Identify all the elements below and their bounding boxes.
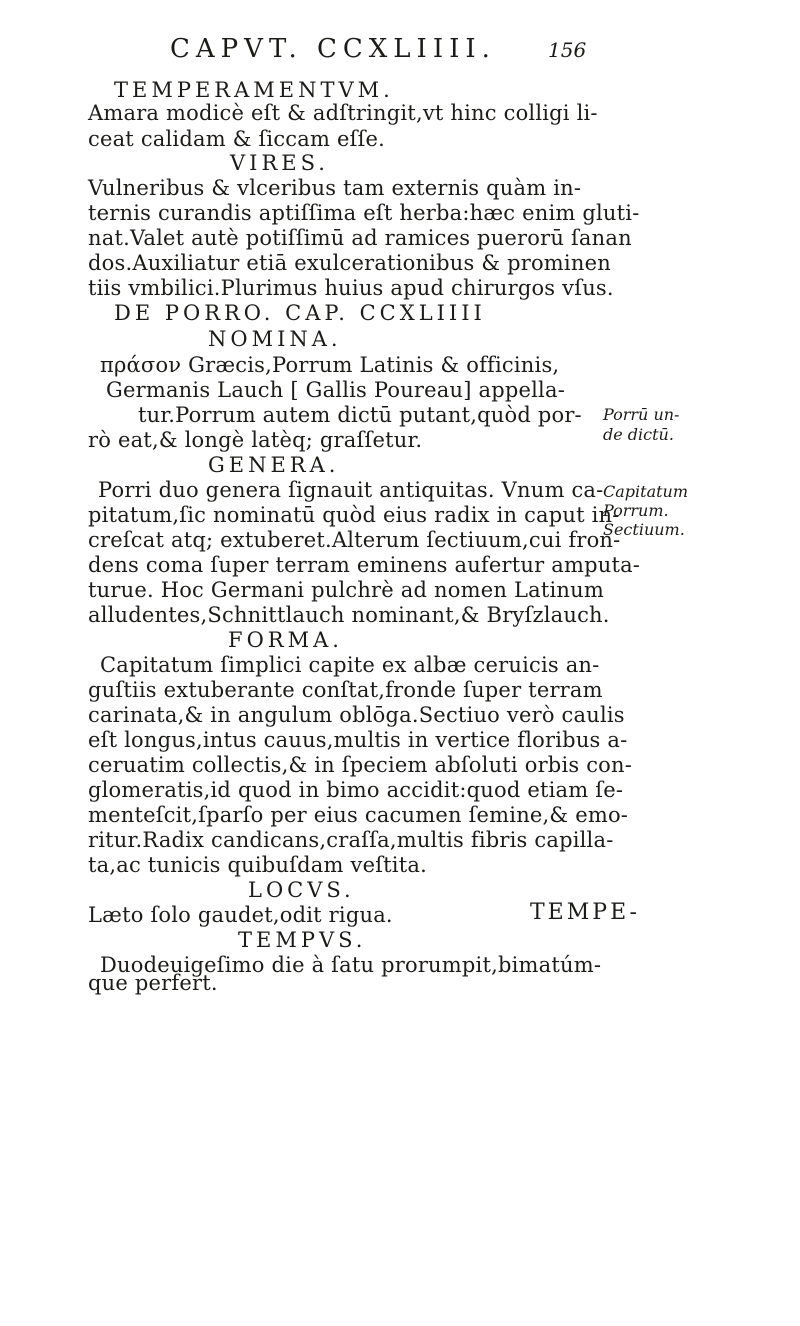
text-line: πράσον Græcis,Porrum Latinis & officinis, [100,353,560,377]
text-line: ritur.Radix candicans,craſſa,multis fibris capilla- [88,828,614,852]
text-line: Porri duo genera ſignauit antiquitas. Vnum ca- [98,478,604,502]
text-line: Vulneribus & vlceribus tam externis quàm in- [88,176,582,200]
text-line: Læto ſolo gaudet,odit rigua. [88,903,393,927]
text-line: Duodeuigeſimo die à ſatu prorumpit,bimatúm- [100,953,602,977]
text-line: Capitatum ſimplici capite ex albæ ceruicis an- [100,653,600,677]
text-line: Germanis Lauch [ Gallis Poureau] appella- [106,378,565,402]
text-line: eſt longus,intus cauus,multis in vertice floribus a- [88,728,628,752]
text-line: pitatum,ſic nominatū quòd eius radix in caput in- [88,503,620,527]
text-line: ceat calidam & ſiccam eſſe. [88,127,386,151]
heading-genera: GENERA. [208,453,340,477]
text-line: menteſcit,ſparſo per eius cacumen ſemine,& emo- [88,803,629,827]
text-line: tiis vmbilici.Plurimus huius apud chirurgos vſus. [88,276,614,300]
catchword: TEMPE- [530,900,640,925]
heading-vires: VIRES. [230,151,329,175]
running-title: CAPVT. CCXLIIII. [170,34,496,64]
text-line: dens coma ſuper terram eminens aufertur amputa- [88,553,641,577]
heading-locus: LOCVS. [248,878,355,902]
text-line: ceruatim collectis,& in ſpeciem abſoluti orbis con- [88,753,633,777]
text-line: ternis curandis aptiſſima eſt herba:hæc enim gluti- [88,201,640,225]
margin-note: Porrum. [603,501,669,520]
margin-note: Sectiuum. [603,520,685,539]
text-line: carinata,& in angulum oblōga.Sectiuo verò caulis [88,703,625,727]
text-line: turue. Hoc Germani pulchrè ad nomen Latinum [88,578,604,602]
heading-temperamentum: TEMPERAMENTVM. [114,78,394,102]
text-line: creſcat atq; extuberet.Alterum ſectiuum,cui fron- [88,528,621,552]
text-line: guſtiis extuberante conſtat,fronde ſuper terram [88,678,603,702]
heading-nomina: NOMINA. [208,327,342,351]
heading-forma: FORMA. [228,628,343,652]
text-line: alludentes,Schnittlauch nominant,& Bryſzlauch. [88,603,610,627]
margin-note: Porrū un- [603,405,680,424]
page-number: 156 [548,38,587,62]
chapter-heading: DE PORRO. CAP. CCXLIIII [114,301,486,325]
heading-tempus: TEMPVS. [238,928,367,952]
text-line: tur.Porrum autem dictū putant,quòd por- [138,403,582,427]
text-line: rò eat,& longè latèq; graſſetur. [88,428,423,452]
margin-note: Capitatum [603,482,689,501]
text-line: Amara modicè eſt & adſtringit,vt hinc colligi li- [88,101,598,125]
text-line: nat.Valet autè potiſſimū ad ramices puerorū ſanan [88,226,632,250]
text-line: dos.Auxiliatur etiā exulcerationibus & prominen [88,251,611,275]
margin-note: de dictū. [603,425,674,444]
text-line: que perfert. [88,971,218,995]
text-line: glomeratis,id quod in bimo accidit:quod etiam ſe- [88,778,624,802]
text-line: ta,ac tunicis quibuſdam veſtita. [88,853,427,877]
